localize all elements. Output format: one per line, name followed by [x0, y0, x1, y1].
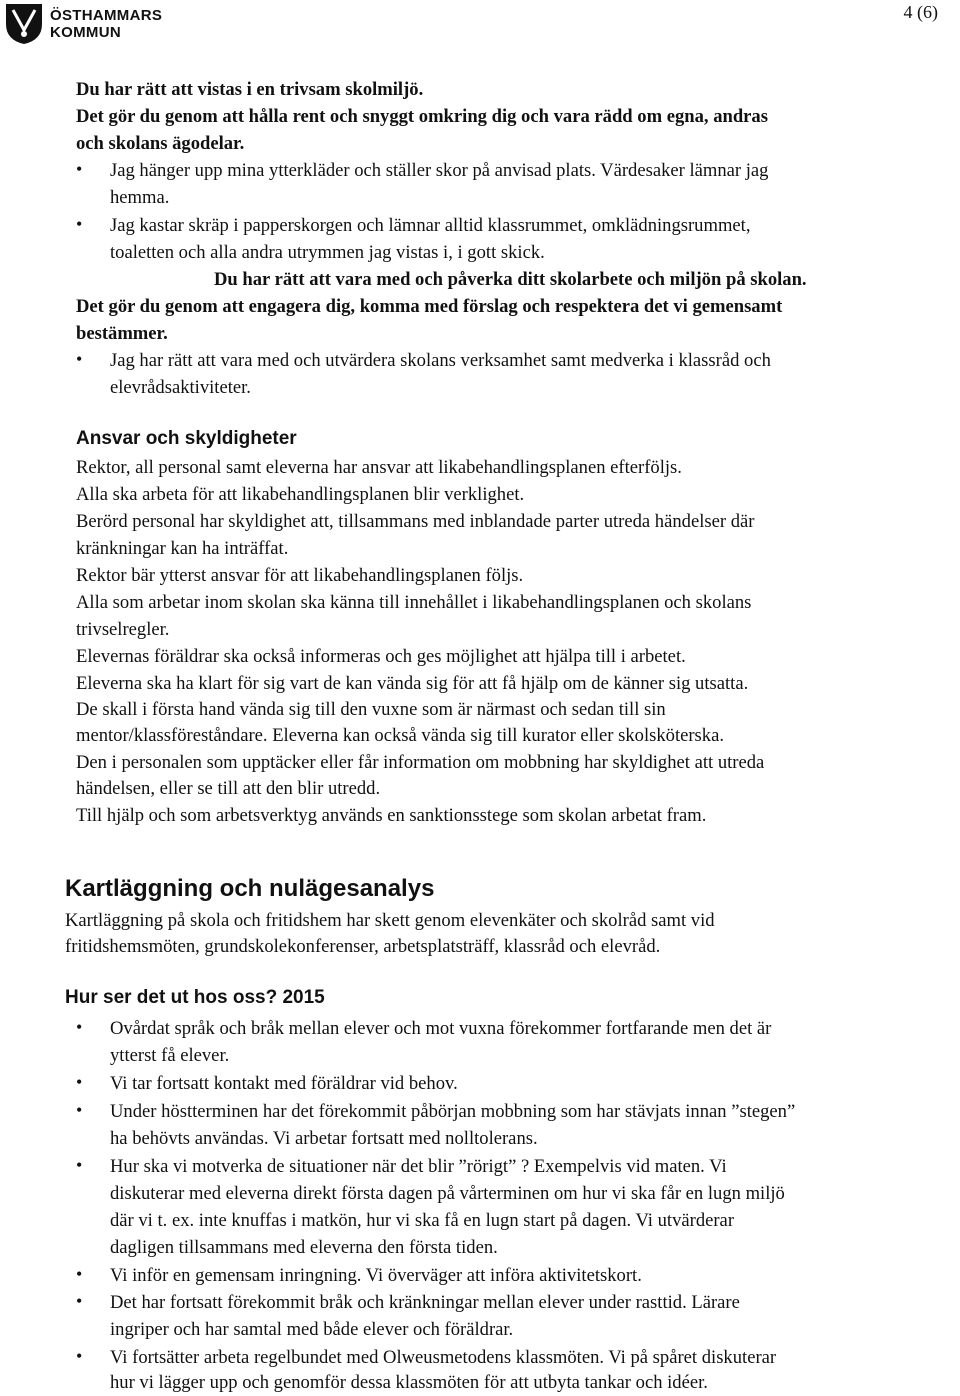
rights-statement-1: Du har rätt att vistas i en trivsam skolmiljö. — [76, 79, 424, 100]
paragraph-line: Eleverna ska ha klart för sig vart de kan vända sig för att få hjälp om de känner sig utsatta. — [76, 673, 749, 694]
bullet-icon: • — [76, 1017, 83, 1037]
paragraph-line: Elevernas föräldrar ska också informeras och ges möjlighet att hjälpa till i arbetet. — [76, 646, 686, 667]
bullet-icon: • — [76, 1100, 83, 1120]
coat-of-arms-icon — [4, 2, 44, 46]
paragraph-line: händelsen, eller se till att den blir utredd. — [76, 778, 381, 799]
paragraph-line: Berörd personal har skyldighet att, tillsammans med inblandade parter utreda händelser där — [76, 511, 755, 532]
list-item: där vi t. ex. inte knuffas i matkön, hur vi ska få en lugn start på dagen. Vi utvärderar — [110, 1210, 735, 1231]
municipality-logo — [4, 2, 162, 46]
list-item: ingriper och har samtal med både elever och föräldrar. — [110, 1319, 514, 1340]
list-item: Ovårdat språk och bråk mellan elever och mot vuxna förekommer fortfarande men det är — [110, 1018, 772, 1039]
list-item: Jag har rätt att vara med och utvärdera skolans verksamhet samt medverka i klassråd och — [110, 350, 771, 371]
paragraph-line: fritidshemsmöten, grundskolekonferenser, arbetsplatsträff, klassråd och elevråd. — [65, 936, 661, 957]
rights-text-line: Det gör du genom att engagera dig, komma med förslag och respektera det vi gemensamt — [76, 296, 783, 317]
paragraph-line: trivselregler. — [76, 619, 170, 640]
bullet-icon: • — [76, 1264, 83, 1284]
list-item: ytterst få elever. — [110, 1045, 230, 1066]
list-item: Vi inför en gemensam inringning. Vi överväger att införa aktivitetskort. — [110, 1265, 642, 1286]
list-item: ha behövts användas. Vi arbetar fortsatt med nolltolerans. — [110, 1128, 538, 1149]
rights-text-line: bestämmer. — [76, 323, 168, 344]
paragraph-line: Rektor, all personal samt eleverna har ansvar att likabehandlingsplanen efterföljs. — [76, 457, 682, 478]
rights-text-line: och skolans ägodelar. — [76, 133, 245, 154]
paragraph-line: kränkningar kan ha inträffat. — [76, 538, 289, 559]
bullet-icon: • — [76, 349, 83, 369]
paragraph-line: De skall i första hand vända sig till den vuxne som är närmast och sedan till sin — [76, 699, 666, 720]
list-item: diskuterar med eleverna direkt första dagen på vårterminen om hur vi ska får en lugn miljö — [110, 1183, 785, 1204]
list-item: Jag kastar skräp i papperskorgen och lämnar alltid klassrummet, omklädningsrummet, — [110, 215, 751, 236]
bullet-icon: • — [76, 1346, 83, 1366]
paragraph-line: mentor/klassföreståndare. Eleverna kan också vända sig till kurator eller skolsköterska. — [76, 725, 724, 746]
list-item: dagligen tillsammans med eleverna den första tiden. — [110, 1237, 498, 1258]
list-item: hemma. — [110, 187, 170, 208]
bullet-icon: • — [76, 1072, 83, 1092]
logo-line-2: KOMMUN — [50, 24, 121, 41]
bullet-icon: • — [76, 1155, 83, 1175]
list-item: Det har fortsatt förekommit bråk och kränkningar mellan elever under rasttid. Lärare — [110, 1292, 740, 1313]
list-item: Under höstterminen har det förekommit påbörjan mobbning som har stävjats innan ”stegen” — [110, 1101, 796, 1122]
list-item: elevrådsaktiviteter. — [110, 377, 251, 398]
section-heading-hur: Hur ser det ut hos oss? 2015 — [65, 987, 325, 1008]
paragraph-line: Till hjälp och som arbetsverktyg används en sanktionsstege som skolan arbetat fram. — [76, 805, 707, 826]
section-heading-kartlaggning: Kartläggning och nulägesanalys — [65, 875, 435, 902]
list-item: Vi tar fortsatt kontakt med föräldrar vid behov. — [110, 1073, 458, 1094]
bullet-icon: • — [76, 159, 83, 179]
rights-text-line: Det gör du genom att hålla rent och snyggt omkring dig och vara rädd om egna, andras — [76, 106, 768, 127]
list-item: toaletten och alla andra utrymmen jag vistas i, i gott skick. — [110, 242, 545, 263]
list-item: Hur ska vi motverka de situationer när det blir ”rörigt” ? Exempelvis vid maten. Vi — [110, 1156, 727, 1177]
bullet-icon: • — [76, 214, 83, 234]
paragraph-line: Kartläggning på skola och fritidshem har skett genom elevenkäter och skolråd samt vid — [65, 910, 715, 931]
bullet-icon: • — [76, 1291, 83, 1311]
logo-line-1: ÖSTHAMMARS — [50, 7, 163, 24]
list-item: Jag hänger upp mina ytterkläder och ställer skor på anvisad plats. Värdesaker lämnar jag — [110, 160, 769, 181]
paragraph-line: Alla som arbetar inom skolan ska känna till innehållet i likabehandlingsplanen och skolans — [76, 592, 752, 613]
section-heading-ansvar: Ansvar och skyldigheter — [76, 428, 297, 449]
rights-statement-2: Du har rätt att vara med och påverka ditt skolarbete och miljön på skolan. — [214, 269, 807, 290]
page-number: 4 (6) — [903, 2, 938, 22]
list-item: hur vi lägger upp och genomför dessa klassmöten för att utbyta tankar och idéer. — [110, 1372, 708, 1393]
paragraph-line: Rektor bär ytterst ansvar för att likabehandlingsplanen följs. — [76, 565, 524, 586]
paragraph-line: Alla ska arbeta för att likabehandlingsplanen blir verklighet. — [76, 484, 525, 505]
paragraph-line: Den i personalen som upptäcker eller får information om mobbning har skyldighet att utreda — [76, 752, 765, 773]
list-item: Vi fortsätter arbeta regelbundet med Olweusmetodens klassmöten. Vi på spåret diskuterar — [110, 1347, 777, 1368]
